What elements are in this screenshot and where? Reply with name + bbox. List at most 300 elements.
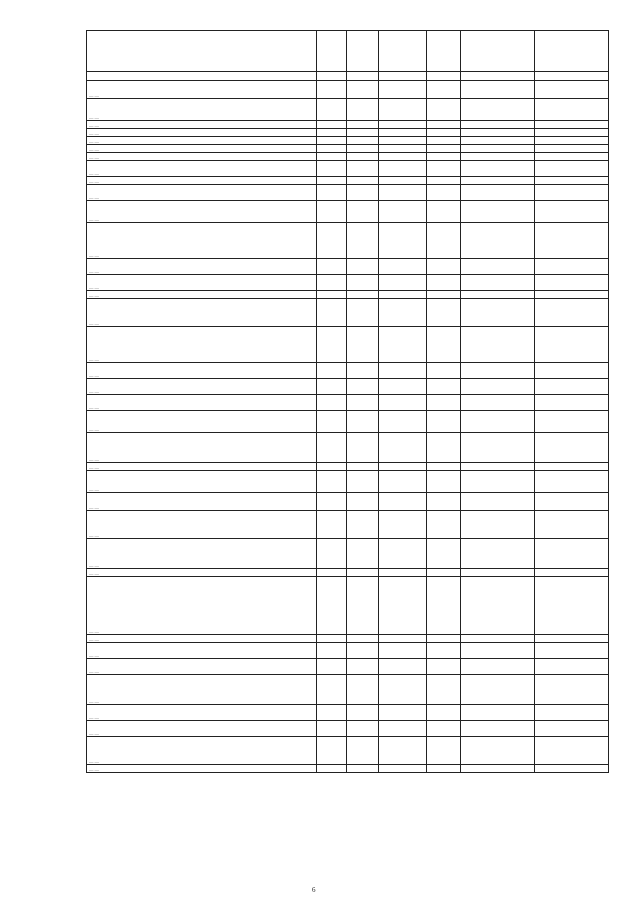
header-target-item	[379, 31, 427, 72]
table-row	[87, 223, 609, 259]
row-target-item-cell	[379, 511, 427, 539]
row-amount-2020-cell	[461, 737, 535, 765]
row-razdel-cell	[317, 737, 347, 765]
table-row	[87, 433, 609, 463]
row-podrazdel-cell	[347, 185, 379, 201]
row-podrazdel-cell	[347, 705, 379, 721]
row-podrazdel-cell	[347, 569, 379, 577]
row-expense-type-cell	[427, 737, 461, 765]
row-amount-2021-cell	[535, 721, 609, 737]
row-amount-2021-cell	[535, 259, 609, 275]
table-row	[87, 201, 609, 223]
row-target-item-cell	[379, 659, 427, 675]
row-expense-type-cell	[427, 569, 461, 577]
row-name-cell: — —	[87, 675, 317, 705]
row-amount-2020-cell	[461, 493, 535, 511]
row-amount-2020-cell	[461, 185, 535, 201]
row-amount-2020-cell	[461, 99, 535, 121]
row-expense-type-cell	[427, 223, 461, 259]
row-amount-2021-cell	[535, 395, 609, 411]
row-expense-type-cell	[427, 411, 461, 433]
table-row	[87, 463, 609, 471]
row-razdel-cell	[317, 569, 347, 577]
row-name-cell: — —	[87, 363, 317, 379]
row-podrazdel-cell	[347, 395, 379, 411]
table-row	[87, 411, 609, 433]
row-amount-2020-cell	[461, 577, 535, 635]
row-target-item-cell	[379, 81, 427, 99]
row-expense-type-cell	[427, 765, 461, 773]
row-expense-type-cell	[427, 153, 461, 161]
row-amount-2020-cell	[461, 327, 535, 363]
row-podrazdel-cell	[347, 539, 379, 569]
table-body	[87, 81, 609, 773]
table-row	[87, 471, 609, 493]
column-number	[461, 72, 535, 81]
table-row	[87, 177, 609, 185]
row-expense-type-cell	[427, 177, 461, 185]
row-razdel-cell	[317, 81, 347, 99]
row-expense-type-cell	[427, 327, 461, 363]
row-amount-2021-cell	[535, 675, 609, 705]
row-amount-2020-cell	[461, 201, 535, 223]
row-target-item-cell	[379, 643, 427, 659]
column-number	[535, 72, 609, 81]
table-row	[87, 275, 609, 291]
row-amount-2021-cell	[535, 765, 609, 773]
row-razdel-cell	[317, 675, 347, 705]
row-name-cell: — —	[87, 299, 317, 327]
row-amount-2020-cell	[461, 275, 535, 291]
row-target-item-cell	[379, 539, 427, 569]
row-expense-type-cell	[427, 643, 461, 659]
table-row	[87, 577, 609, 635]
row-razdel-cell	[317, 705, 347, 721]
row-target-item-cell	[379, 137, 427, 145]
row-amount-2021-cell	[535, 81, 609, 99]
row-amount-2021-cell	[535, 705, 609, 721]
row-name-cell: — —	[87, 99, 317, 121]
row-target-item-cell	[379, 379, 427, 395]
row-amount-2020-cell	[461, 259, 535, 275]
row-podrazdel-cell	[347, 493, 379, 511]
row-podrazdel-cell	[347, 577, 379, 635]
header-podrazdel	[347, 31, 379, 72]
row-razdel-cell	[317, 433, 347, 463]
row-podrazdel-cell	[347, 363, 379, 379]
row-expense-type-cell	[427, 185, 461, 201]
row-target-item-cell	[379, 705, 427, 721]
row-name-cell: — —	[87, 177, 317, 185]
table-row	[87, 81, 609, 99]
table-row	[87, 539, 609, 569]
table-row	[87, 327, 609, 363]
row-razdel-cell	[317, 635, 347, 643]
row-name-cell: — —	[87, 129, 317, 137]
row-razdel-cell	[317, 137, 347, 145]
row-amount-2021-cell	[535, 137, 609, 145]
row-target-item-cell	[379, 121, 427, 129]
row-name-cell: — —	[87, 643, 317, 659]
row-podrazdel-cell	[347, 81, 379, 99]
row-podrazdel-cell	[347, 299, 379, 327]
row-podrazdel-cell	[347, 291, 379, 299]
row-expense-type-cell	[427, 539, 461, 569]
row-amount-2021-cell	[535, 539, 609, 569]
row-expense-type-cell	[427, 201, 461, 223]
row-expense-type-cell	[427, 635, 461, 643]
row-expense-type-cell	[427, 137, 461, 145]
row-amount-2021-cell	[535, 737, 609, 765]
row-razdel-cell	[317, 99, 347, 121]
row-podrazdel-cell	[347, 161, 379, 177]
row-amount-2020-cell	[461, 153, 535, 161]
row-amount-2021-cell	[535, 493, 609, 511]
header-razdel	[317, 31, 347, 72]
column-number	[379, 72, 427, 81]
table-row	[87, 569, 609, 577]
table-header	[87, 31, 609, 81]
table-row	[87, 635, 609, 643]
table-row	[87, 379, 609, 395]
row-target-item-cell	[379, 675, 427, 705]
row-amount-2021-cell	[535, 201, 609, 223]
row-expense-type-cell	[427, 511, 461, 539]
row-razdel-cell	[317, 185, 347, 201]
row-amount-2021-cell	[535, 299, 609, 327]
table-row	[87, 675, 609, 705]
row-podrazdel-cell	[347, 223, 379, 259]
row-podrazdel-cell	[347, 511, 379, 539]
row-razdel-cell	[317, 153, 347, 161]
row-target-item-cell	[379, 129, 427, 137]
row-podrazdel-cell	[347, 379, 379, 395]
table-row	[87, 765, 609, 773]
row-name-cell: — —	[87, 137, 317, 145]
row-expense-type-cell	[427, 433, 461, 463]
row-podrazdel-cell	[347, 721, 379, 737]
row-amount-2020-cell	[461, 635, 535, 643]
row-name-cell: — —	[87, 511, 317, 539]
row-amount-2020-cell	[461, 137, 535, 145]
row-amount-2021-cell	[535, 129, 609, 137]
table-row	[87, 185, 609, 201]
column-number	[317, 72, 347, 81]
row-podrazdel-cell	[347, 411, 379, 433]
row-expense-type-cell	[427, 81, 461, 99]
row-razdel-cell	[317, 259, 347, 275]
table-row	[87, 395, 609, 411]
row-razdel-cell	[317, 395, 347, 411]
row-target-item-cell	[379, 493, 427, 511]
row-target-item-cell	[379, 577, 427, 635]
row-razdel-cell	[317, 471, 347, 493]
row-amount-2020-cell	[461, 411, 535, 433]
row-name-cell: — —	[87, 659, 317, 675]
row-amount-2021-cell	[535, 275, 609, 291]
row-razdel-cell	[317, 129, 347, 137]
row-amount-2021-cell	[535, 99, 609, 121]
row-podrazdel-cell	[347, 327, 379, 363]
row-podrazdel-cell	[347, 737, 379, 765]
row-target-item-cell	[379, 185, 427, 201]
row-podrazdel-cell	[347, 145, 379, 153]
row-name-cell: — —	[87, 145, 317, 153]
row-target-item-cell	[379, 99, 427, 121]
header-amount-2021	[535, 31, 609, 72]
row-amount-2020-cell	[461, 129, 535, 137]
row-razdel-cell	[317, 659, 347, 675]
column-number	[427, 72, 461, 81]
table-row	[87, 659, 609, 675]
row-target-item-cell	[379, 223, 427, 259]
page-number: 6	[312, 886, 316, 894]
row-expense-type-cell	[427, 299, 461, 327]
row-amount-2021-cell	[535, 411, 609, 433]
row-amount-2020-cell	[461, 659, 535, 675]
budget-sheet	[86, 30, 608, 773]
row-name-cell: — —	[87, 705, 317, 721]
row-podrazdel-cell	[347, 201, 379, 223]
row-expense-type-cell	[427, 379, 461, 395]
row-amount-2020-cell	[461, 145, 535, 153]
row-amount-2021-cell	[535, 153, 609, 161]
row-name-cell: — —	[87, 765, 317, 773]
row-name-cell: — —	[87, 471, 317, 493]
header-amount-2020	[461, 31, 535, 72]
row-razdel-cell	[317, 223, 347, 259]
row-podrazdel-cell	[347, 129, 379, 137]
row-podrazdel-cell	[347, 765, 379, 773]
row-podrazdel-cell	[347, 675, 379, 705]
row-razdel-cell	[317, 539, 347, 569]
row-razdel-cell	[317, 291, 347, 299]
header-row	[87, 31, 609, 72]
row-razdel-cell	[317, 363, 347, 379]
row-amount-2020-cell	[461, 121, 535, 129]
row-name-cell: — —	[87, 81, 317, 99]
row-razdel-cell	[317, 577, 347, 635]
row-podrazdel-cell	[347, 463, 379, 471]
row-amount-2020-cell	[461, 721, 535, 737]
row-expense-type-cell	[427, 121, 461, 129]
row-expense-type-cell	[427, 577, 461, 635]
row-razdel-cell	[317, 765, 347, 773]
row-amount-2020-cell	[461, 471, 535, 493]
row-target-item-cell	[379, 145, 427, 153]
row-expense-type-cell	[427, 145, 461, 153]
row-amount-2020-cell	[461, 643, 535, 659]
row-expense-type-cell	[427, 259, 461, 275]
table-row	[87, 363, 609, 379]
row-name-cell: — —	[87, 635, 317, 643]
row-podrazdel-cell	[347, 153, 379, 161]
row-expense-type-cell	[427, 129, 461, 137]
row-expense-type-cell	[427, 275, 461, 291]
row-amount-2021-cell	[535, 379, 609, 395]
row-amount-2020-cell	[461, 705, 535, 721]
row-razdel-cell	[317, 299, 347, 327]
row-name-cell: — —	[87, 569, 317, 577]
table-row	[87, 161, 609, 177]
row-podrazdel-cell	[347, 137, 379, 145]
row-amount-2021-cell	[535, 463, 609, 471]
row-target-item-cell	[379, 471, 427, 493]
row-target-item-cell	[379, 177, 427, 185]
table-row	[87, 493, 609, 511]
table-row	[87, 137, 609, 145]
row-razdel-cell	[317, 721, 347, 737]
table-row	[87, 291, 609, 299]
row-amount-2020-cell	[461, 511, 535, 539]
row-amount-2020-cell	[461, 395, 535, 411]
row-amount-2021-cell	[535, 161, 609, 177]
table-row	[87, 737, 609, 765]
row-expense-type-cell	[427, 471, 461, 493]
row-podrazdel-cell	[347, 433, 379, 463]
row-target-item-cell	[379, 291, 427, 299]
row-razdel-cell	[317, 493, 347, 511]
row-target-item-cell	[379, 569, 427, 577]
row-name-cell: — —	[87, 161, 317, 177]
row-name-cell: — —	[87, 259, 317, 275]
row-amount-2021-cell	[535, 327, 609, 363]
row-name-cell: — —	[87, 201, 317, 223]
row-target-item-cell	[379, 737, 427, 765]
row-expense-type-cell	[427, 363, 461, 379]
row-name-cell: — —	[87, 411, 317, 433]
row-amount-2020-cell	[461, 433, 535, 463]
row-target-item-cell	[379, 463, 427, 471]
row-name-cell: — —	[87, 121, 317, 129]
row-razdel-cell	[317, 463, 347, 471]
row-amount-2021-cell	[535, 145, 609, 153]
row-amount-2020-cell	[461, 379, 535, 395]
row-razdel-cell	[317, 379, 347, 395]
row-name-cell: — —	[87, 291, 317, 299]
row-name-cell: — —	[87, 493, 317, 511]
row-name-cell: — —	[87, 577, 317, 635]
table-row	[87, 721, 609, 737]
row-name-cell: — —	[87, 463, 317, 471]
row-expense-type-cell	[427, 161, 461, 177]
row-amount-2020-cell	[461, 569, 535, 577]
row-name-cell: — —	[87, 395, 317, 411]
row-podrazdel-cell	[347, 121, 379, 129]
row-amount-2021-cell	[535, 121, 609, 129]
row-target-item-cell	[379, 411, 427, 433]
row-amount-2020-cell	[461, 675, 535, 705]
row-podrazdel-cell	[347, 259, 379, 275]
row-amount-2021-cell	[535, 471, 609, 493]
row-expense-type-cell	[427, 291, 461, 299]
row-target-item-cell	[379, 363, 427, 379]
row-name-cell: — —	[87, 539, 317, 569]
row-expense-type-cell	[427, 99, 461, 121]
row-target-item-cell	[379, 433, 427, 463]
row-razdel-cell	[317, 145, 347, 153]
row-amount-2021-cell	[535, 511, 609, 539]
row-target-item-cell	[379, 161, 427, 177]
row-amount-2020-cell	[461, 223, 535, 259]
row-name-cell: — —	[87, 379, 317, 395]
row-razdel-cell	[317, 161, 347, 177]
row-name-cell: — —	[87, 433, 317, 463]
row-amount-2021-cell	[535, 433, 609, 463]
row-podrazdel-cell	[347, 471, 379, 493]
row-amount-2021-cell	[535, 643, 609, 659]
row-amount-2020-cell	[461, 463, 535, 471]
row-expense-type-cell	[427, 395, 461, 411]
row-amount-2021-cell	[535, 223, 609, 259]
row-name-cell: — —	[87, 223, 317, 259]
row-target-item-cell	[379, 275, 427, 291]
row-podrazdel-cell	[347, 99, 379, 121]
row-razdel-cell	[317, 275, 347, 291]
row-amount-2021-cell	[535, 177, 609, 185]
table-row	[87, 643, 609, 659]
column-number-row	[87, 72, 609, 81]
row-expense-type-cell	[427, 659, 461, 675]
row-target-item-cell	[379, 721, 427, 737]
row-name-cell: — —	[87, 721, 317, 737]
header-name	[87, 31, 317, 72]
row-amount-2020-cell	[461, 161, 535, 177]
table-row	[87, 99, 609, 121]
header-expense-type	[427, 31, 461, 72]
row-target-item-cell	[379, 765, 427, 773]
row-target-item-cell	[379, 201, 427, 223]
table-row	[87, 145, 609, 153]
row-target-item-cell	[379, 395, 427, 411]
row-amount-2021-cell	[535, 569, 609, 577]
row-target-item-cell	[379, 299, 427, 327]
row-podrazdel-cell	[347, 659, 379, 675]
row-amount-2021-cell	[535, 185, 609, 201]
row-podrazdel-cell	[347, 177, 379, 185]
row-name-cell: — —	[87, 153, 317, 161]
row-podrazdel-cell	[347, 643, 379, 659]
row-name-cell: — —	[87, 185, 317, 201]
row-razdel-cell	[317, 327, 347, 363]
table-row	[87, 153, 609, 161]
row-razdel-cell	[317, 643, 347, 659]
row-razdel-cell	[317, 201, 347, 223]
row-amount-2021-cell	[535, 363, 609, 379]
table-row	[87, 129, 609, 137]
row-expense-type-cell	[427, 705, 461, 721]
budget-table	[86, 30, 609, 773]
table-row	[87, 121, 609, 129]
column-number	[87, 72, 317, 81]
row-name-cell: — —	[87, 737, 317, 765]
row-razdel-cell	[317, 177, 347, 185]
row-podrazdel-cell	[347, 275, 379, 291]
row-expense-type-cell	[427, 463, 461, 471]
row-amount-2021-cell	[535, 635, 609, 643]
row-name-cell: — —	[87, 327, 317, 363]
row-amount-2020-cell	[461, 539, 535, 569]
row-target-item-cell	[379, 259, 427, 275]
table-row	[87, 299, 609, 327]
row-razdel-cell	[317, 121, 347, 129]
row-target-item-cell	[379, 153, 427, 161]
row-amount-2020-cell	[461, 177, 535, 185]
row-expense-type-cell	[427, 721, 461, 737]
column-number	[347, 72, 379, 81]
row-expense-type-cell	[427, 493, 461, 511]
row-razdel-cell	[317, 411, 347, 433]
